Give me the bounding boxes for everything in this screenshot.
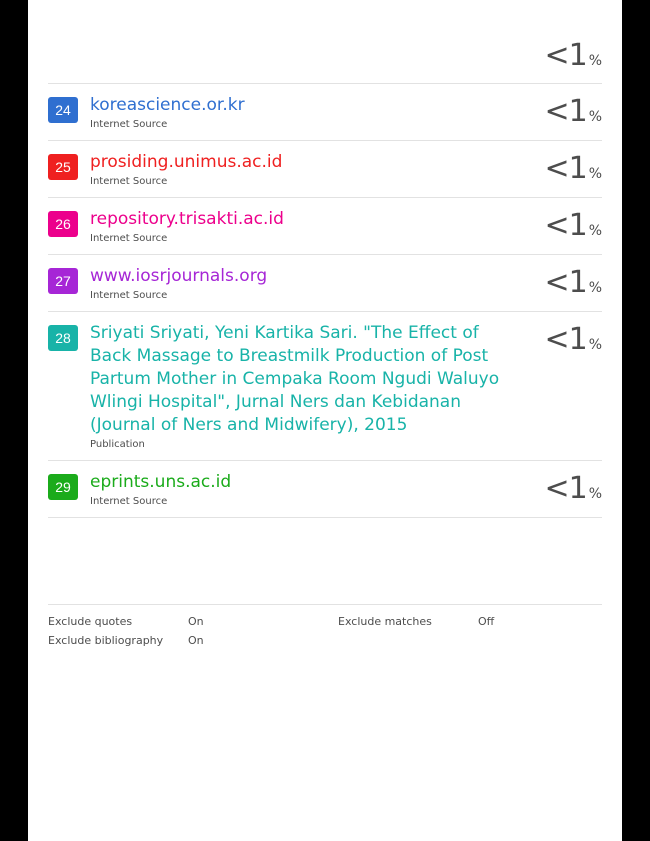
source-info xyxy=(90,151,524,187)
match-percentage xyxy=(524,208,602,243)
exclude-matches-setting xyxy=(338,615,494,628)
source-title[interactable]: koreascience.or.kr xyxy=(90,95,245,115)
source-rank-badge: 24 xyxy=(48,97,78,123)
source-rank-badge: 25 xyxy=(48,154,78,180)
percent-value: <1 xyxy=(544,322,587,357)
percent-symbol: % xyxy=(588,166,602,182)
exclude-bibliography-label: Exclude bibliography xyxy=(48,634,164,647)
source-type: Internet Source xyxy=(90,496,168,507)
source-row[interactable] xyxy=(48,312,602,461)
percent-value: <1 xyxy=(544,38,587,73)
exclusion-settings-footer xyxy=(48,604,602,653)
similarity-sources-list xyxy=(48,28,602,653)
source-row[interactable] xyxy=(48,84,602,141)
source-row[interactable] xyxy=(48,255,602,312)
source-type: Internet Source xyxy=(90,290,168,301)
match-percentage xyxy=(524,38,602,73)
exclude-quotes-setting xyxy=(48,615,338,628)
source-info xyxy=(90,471,524,507)
match-percentage xyxy=(524,322,602,357)
exclude-matches-label: Exclude matches xyxy=(338,615,432,628)
match-percentage xyxy=(524,151,602,186)
source-type: Internet Source xyxy=(90,119,168,130)
percent-symbol: % xyxy=(588,280,602,296)
source-title[interactable]: eprints.uns.ac.id xyxy=(90,472,232,492)
percent-value: <1 xyxy=(544,471,587,506)
source-info xyxy=(90,265,524,301)
source-rank-badge: 27 xyxy=(48,268,78,294)
source-type: Publication xyxy=(90,439,145,450)
match-percentage xyxy=(524,471,602,506)
source-row xyxy=(48,28,602,84)
percent-value: <1 xyxy=(544,151,587,186)
source-info xyxy=(90,208,524,244)
source-rank-badge: 28 xyxy=(48,325,78,351)
exclude-quotes-value: On xyxy=(188,615,204,628)
source-title[interactable]: prosiding.unimus.ac.id xyxy=(90,152,283,172)
percent-symbol: % xyxy=(588,53,602,69)
source-rank-badge: 26 xyxy=(48,211,78,237)
percent-value: <1 xyxy=(544,265,587,300)
source-info xyxy=(90,94,524,130)
exclude-bibliography-value: On xyxy=(188,634,204,647)
source-row[interactable] xyxy=(48,198,602,255)
match-percentage xyxy=(524,265,602,300)
document-page xyxy=(28,0,622,841)
list-spacer xyxy=(48,518,602,604)
percent-value: <1 xyxy=(544,208,587,243)
source-rank-badge: 29 xyxy=(48,474,78,500)
percent-symbol: % xyxy=(588,109,602,125)
source-row[interactable] xyxy=(48,141,602,198)
exclude-bibliography-setting xyxy=(48,634,338,647)
source-info xyxy=(90,322,524,450)
exclusion-settings-left xyxy=(48,615,338,653)
percent-symbol: % xyxy=(588,486,602,502)
percent-symbol: % xyxy=(588,223,602,239)
source-type: Internet Source xyxy=(90,233,168,244)
exclude-quotes-label: Exclude quotes xyxy=(48,615,133,628)
source-title[interactable]: repository.trisakti.ac.id xyxy=(90,209,284,229)
percent-symbol: % xyxy=(588,337,602,353)
match-percentage xyxy=(524,94,602,129)
percent-value: <1 xyxy=(544,94,587,129)
source-title[interactable]: Sriyati Sriyati, Yeni Kartika Sari. "The Effect of Back Massage to Breastmilk Production of Post Partum Mother in Cempaka Room Ngudi Waluyo Wlingi Hospital", Jurnal Ners dan Kebidanan (Journal of Ners and Midwifery), 2015 xyxy=(90,323,500,435)
exclusion-settings-right xyxy=(338,615,494,653)
source-row[interactable] xyxy=(48,461,602,518)
source-type: Internet Source xyxy=(90,176,168,187)
exclude-matches-value: Off xyxy=(478,615,495,628)
source-title[interactable]: www.iosrjournals.org xyxy=(90,266,268,286)
